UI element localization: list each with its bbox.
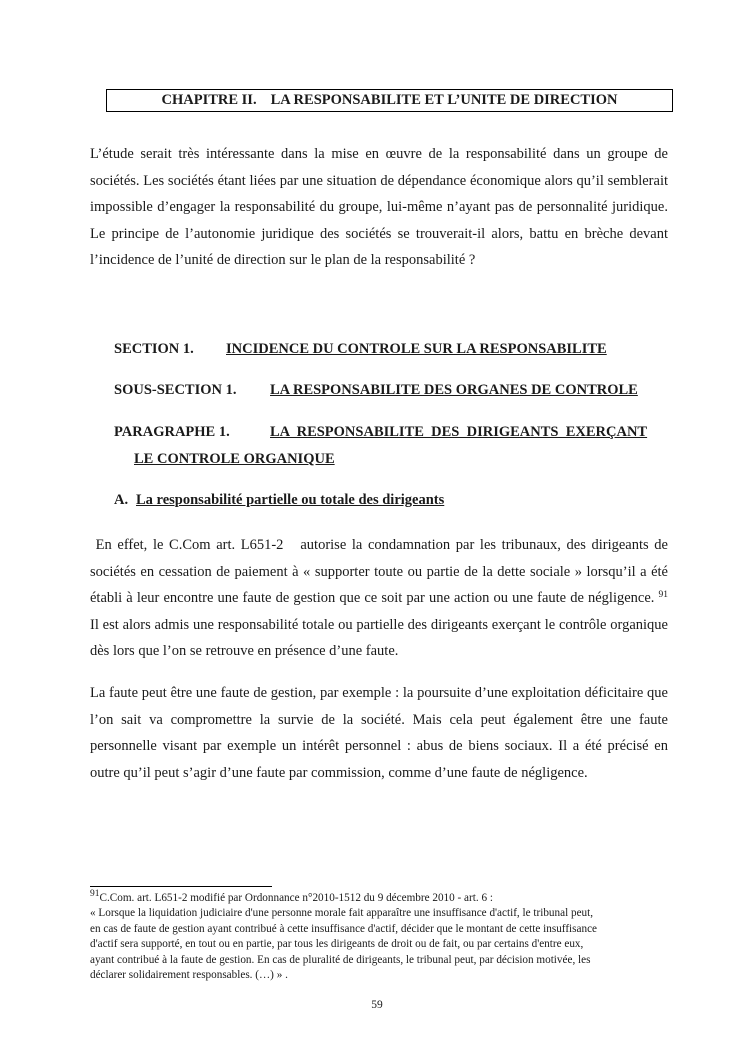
footnote-number: 91 bbox=[90, 889, 100, 899]
chapter-heading bbox=[106, 89, 673, 112]
paragraphe-title-line2: LE CONTROLE ORGANIQUE bbox=[134, 451, 335, 467]
page-number: 59 bbox=[371, 999, 383, 1011]
footnote-line: déclarer solidairement responsables. (…) » . bbox=[90, 969, 288, 982]
footnote-line: « Lorsque la liquidation judiciaire d'une personne morale fait apparaître une insuffisance d'actif, le tribunal peut, bbox=[90, 907, 594, 920]
footnote-line: $^{91}$C.Com. art. L651-2 modifié par Ordonnance n°2010-1512 du 9 décembre 2010 - art. 6 : bbox=[90, 889, 493, 904]
section-label: SECTION 1. bbox=[114, 341, 194, 357]
section-heading bbox=[114, 341, 194, 358]
subsection-title: LA RESPONSABILITE DES ORGANES DE CONTROLE bbox=[270, 382, 638, 398]
subheading-title: La responsabilité partielle ou totale des dirigeants bbox=[136, 492, 445, 508]
footnote-separator bbox=[90, 886, 272, 887]
intro-paragraph: L’étude serait très intéressante dans la mise en œuvre de la responsabilité dans un groupe de sociétés. Les sociétés étant liées par une situation de dépendance économique alors qu’il semblerait impossible d’engager la responsabilité du groupe, lui-même n’ayant pas de personnalité juridique. Le principe de l’autonomie juridique des sociétés se trouverait-il alors, battu en brèche devant l’incidence de l’unité de direction sur le plan de la responsabilité ? bbox=[90, 146, 668, 268]
body1-text-continued: Il est alors admis une responsabilité totale ou partielle des dirigeants exerçant le contrôle organique dès lors que l’on se retrouve en présence d’une faute. bbox=[90, 590, 672, 659]
footnote bbox=[90, 891, 670, 983]
paragraphe-label: PARAGRAPHE 1. bbox=[114, 424, 230, 440]
chapter-title: LA RESPONSABILITE ET L’UNITE DE DIRECTION bbox=[270, 92, 618, 108]
body-paragraph-2: La faute peut être une faute de gestion, par exemple : la poursuite d’une exploitation déficitaire que l’on sait va compromettre la survie de la société. Mais cela peut également être une faute personnelle visant par exemple un intérêt personnel : abus de biens sociaux. Il a été précisé en outre qu’il peut s’agir d’une faute par commission, comme d’une faute de négligence. bbox=[90, 685, 668, 781]
footnote-line: ayant contribué à la faute de gestion. En cas de pluralité de dirigeants, le tribunal peut, par décision motivée, les bbox=[90, 953, 591, 966]
chapter-label: CHAPITRE II. bbox=[161, 92, 257, 108]
section-title: INCIDENCE DU CONTROLE SUR LA RESPONSABILITE bbox=[226, 341, 607, 357]
body-paragraph-1 bbox=[90, 532, 672, 665]
footnote-line: en cas de faute de gestion ayant contribué à cette insuffisance d'actif, décider que le montant de cette insuffisance bbox=[90, 922, 597, 935]
paragraphe-title-line1: LA RESPONSABILITE DES DIRIGEANTS EXERÇANT bbox=[270, 424, 648, 440]
subheading-letter: A. bbox=[114, 492, 129, 508]
footnote-reference[interactable]: 91 bbox=[658, 590, 669, 600]
footnote-line: d'actif sera supporté, en tout ou en partie, par tous les dirigeants de droit ou de fait, ou par certains d'entre eux, bbox=[90, 938, 584, 951]
subsection-label: SOUS-SECTION 1. bbox=[114, 382, 237, 398]
body1-text: En effet, le C.Com art. L651-2 autorise la condamnation par les tribunaux, des dirigeants de sociétés en cessation de paiement à « supporter toute ou partie de la dette sociale » lorsqu’il a été établi à leur encontre une faute de gestion que ce soit par une action ou une faute de négligence. bbox=[90, 537, 672, 606]
